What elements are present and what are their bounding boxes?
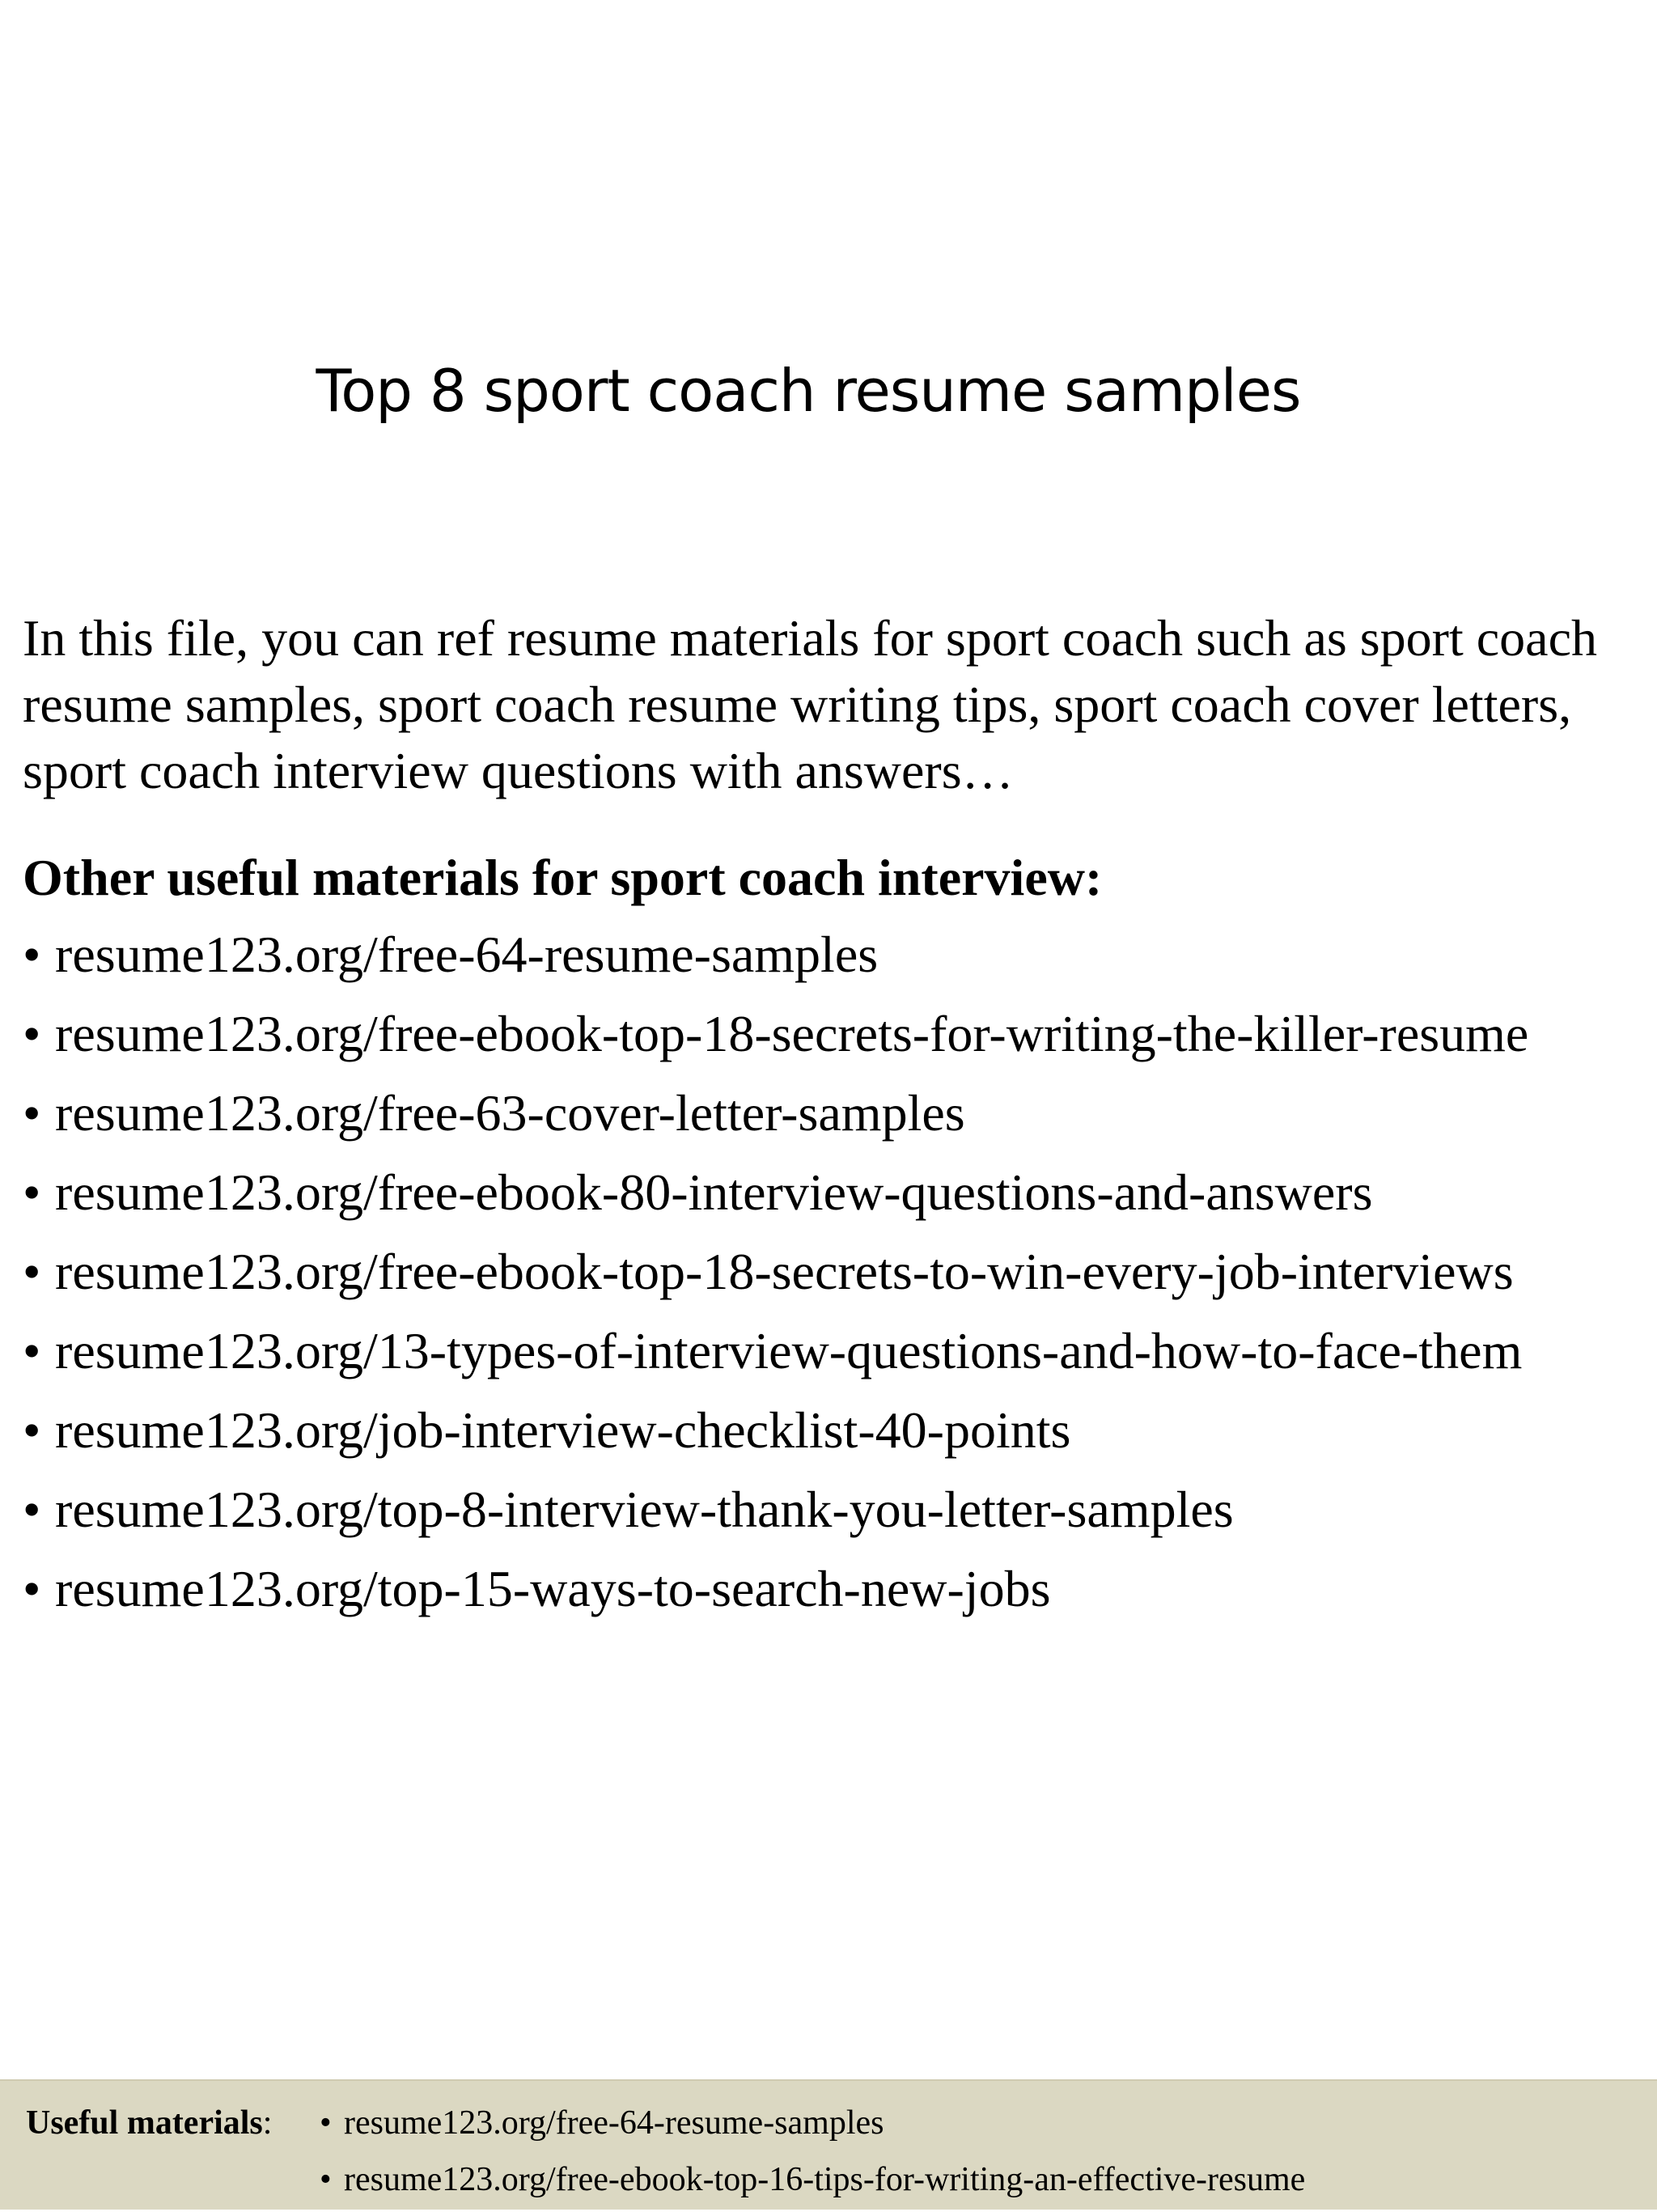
bullet-icon: • [23,1243,41,1300]
useful-materials-footer [0,2079,1657,2210]
material-link[interactable]: resume123.org/13-types-of-interview-questions-and-how-to-face-them [55,1322,1523,1379]
bullet-icon: • [23,1481,41,1538]
list-item [23,1556,1528,1635]
list-item [23,922,1528,1001]
bullet-icon: • [23,1401,41,1459]
footer-link[interactable]: resume123.org/free-ebook-top-16-tips-for-writing-an-effective-resume [344,2161,1306,2198]
footer-link[interactable]: resume123.org/free-64-resume-samples [344,2104,884,2142]
list-item [23,1397,1528,1477]
bullet-icon: • [23,1322,41,1379]
bullet-icon: • [23,1005,41,1062]
material-link[interactable]: resume123.org/top-15-ways-to-search-new-jobs [55,1560,1051,1617]
list-item [23,1080,1528,1159]
list-item [23,1001,1528,1080]
material-link[interactable]: resume123.org/free-63-cover-letter-samples [55,1084,965,1142]
material-link[interactable]: resume123.org/free-ebook-top-18-secrets-for-writing-the-killer-resume [55,1005,1529,1062]
page-title: Top 8 sport coach resume samples [316,357,1301,425]
list-item [320,2099,1305,2155]
material-link[interactable]: resume123.org/job-interview-checklist-40-points [55,1401,1071,1459]
intro-paragraph: In this file, you can ref resume materials for sport coach such as sport coach resume samples, sport coach resume writing tips, sport coach cover letters, sport coach interview questions with answers… [23,609,1597,799]
bullet-icon: • [320,2104,332,2142]
footer-label-separator: : [262,2104,273,2142]
list-item [23,1318,1528,1397]
materials-link-list [23,922,1528,1635]
bullet-icon: • [23,1084,41,1142]
bullet-icon: • [320,2161,332,2198]
footer-link-list [320,2099,1305,2212]
list-item [23,1477,1528,1556]
material-link[interactable]: resume123.org/free-ebook-top-18-secrets-to-win-every-job-interviews [55,1243,1514,1300]
list-item [23,1159,1528,1239]
material-link[interactable]: resume123.org/top-8-interview-thank-you-letter-samples [55,1481,1234,1538]
footer-label [26,2099,272,2147]
material-link[interactable]: resume123.org/free-ebook-80-interview-questions-and-answers [55,1163,1373,1221]
footer-label-text: Useful materials [26,2104,263,2142]
list-item [320,2155,1305,2212]
list-item [23,1239,1528,1318]
material-link[interactable]: resume123.org/free-64-resume-samples [55,926,879,983]
bullet-icon: • [23,1163,41,1221]
bullet-icon: • [23,926,41,983]
bullet-icon: • [23,1560,41,1617]
materials-heading: Other useful materials for sport coach interview: [23,849,1103,906]
